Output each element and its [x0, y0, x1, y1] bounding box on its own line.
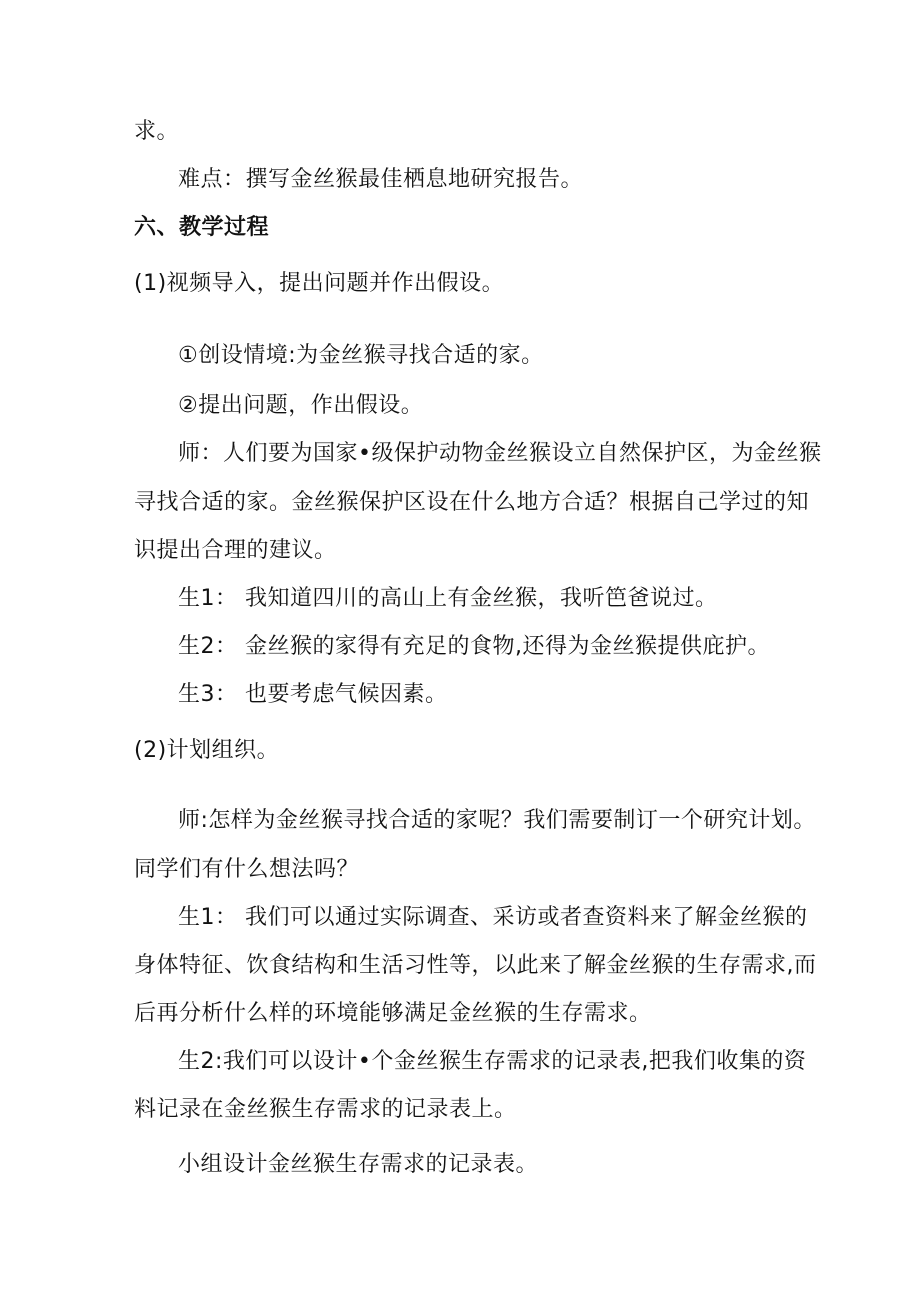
teacher-question-line-1: 师:怎样为金丝猴寻找合适的家呢？我们需要制订一个研究计划。 [178, 808, 816, 833]
teacher-question-line-2: 同学们有什么想法吗？ [134, 857, 360, 882]
student-1-plan-line-2: 身体特征、饮食结构和生活习性等，以此来了解金丝猴的生存需求,而 [134, 953, 817, 978]
step-item-1: ①创设情境:为金丝猴寻找合适的家。 [178, 343, 544, 368]
student-2-plan-line-2: 料记录在金丝猴生存需求的记录表上。 [134, 1097, 517, 1122]
text-line-difficulty: 难点：撰写金丝猴最佳栖息地研究报告。 [178, 167, 584, 192]
section-heading: 六、教学过程 [134, 215, 270, 240]
teacher-line-3: 识提出合理的建议。 [134, 538, 337, 563]
student-1-line: 生1： 我知道四川的高山上有金丝猴，我听笆爸说过。 [178, 586, 718, 611]
group-task-line: 小组设计金丝猴生存需求的记录表。 [178, 1152, 539, 1177]
text-line-continuation: 求。 [134, 119, 180, 144]
student-1-plan-line-3: 后再分析什么样的环境能够满足金丝猴的生存需求。 [134, 1001, 652, 1026]
student-3-line: 生3： 也要考虑气候因素。 [178, 682, 448, 707]
subsection-heading-2: (2)计划组织。 [134, 738, 280, 763]
student-2-line: 生2： 金丝猴的家得有充足的食物,还得为金丝猴提供庇护。 [178, 634, 770, 659]
student-2-plan-line-1: 生2:我们可以设计•个金丝猴生存需求的记录表,把我们收集的资 [178, 1049, 807, 1074]
student-1-plan-line-1: 生1： 我们可以通过实际调查、采访或者查资料来了解金丝猴的 [178, 905, 808, 930]
teacher-line-2: 寻找合适的家。金丝猴保护区设在什么地方合适？根据自己学过的知 [134, 490, 810, 515]
subsection-heading-1: (1)视频导入，提出问题并作出假设。 [134, 271, 505, 296]
teacher-line-1: 师：人们要为国家•级保护动物金丝猴设立自然保护区，为金丝猴 [178, 441, 822, 466]
step-item-2: ②提出问题，作出假设。 [178, 393, 424, 418]
